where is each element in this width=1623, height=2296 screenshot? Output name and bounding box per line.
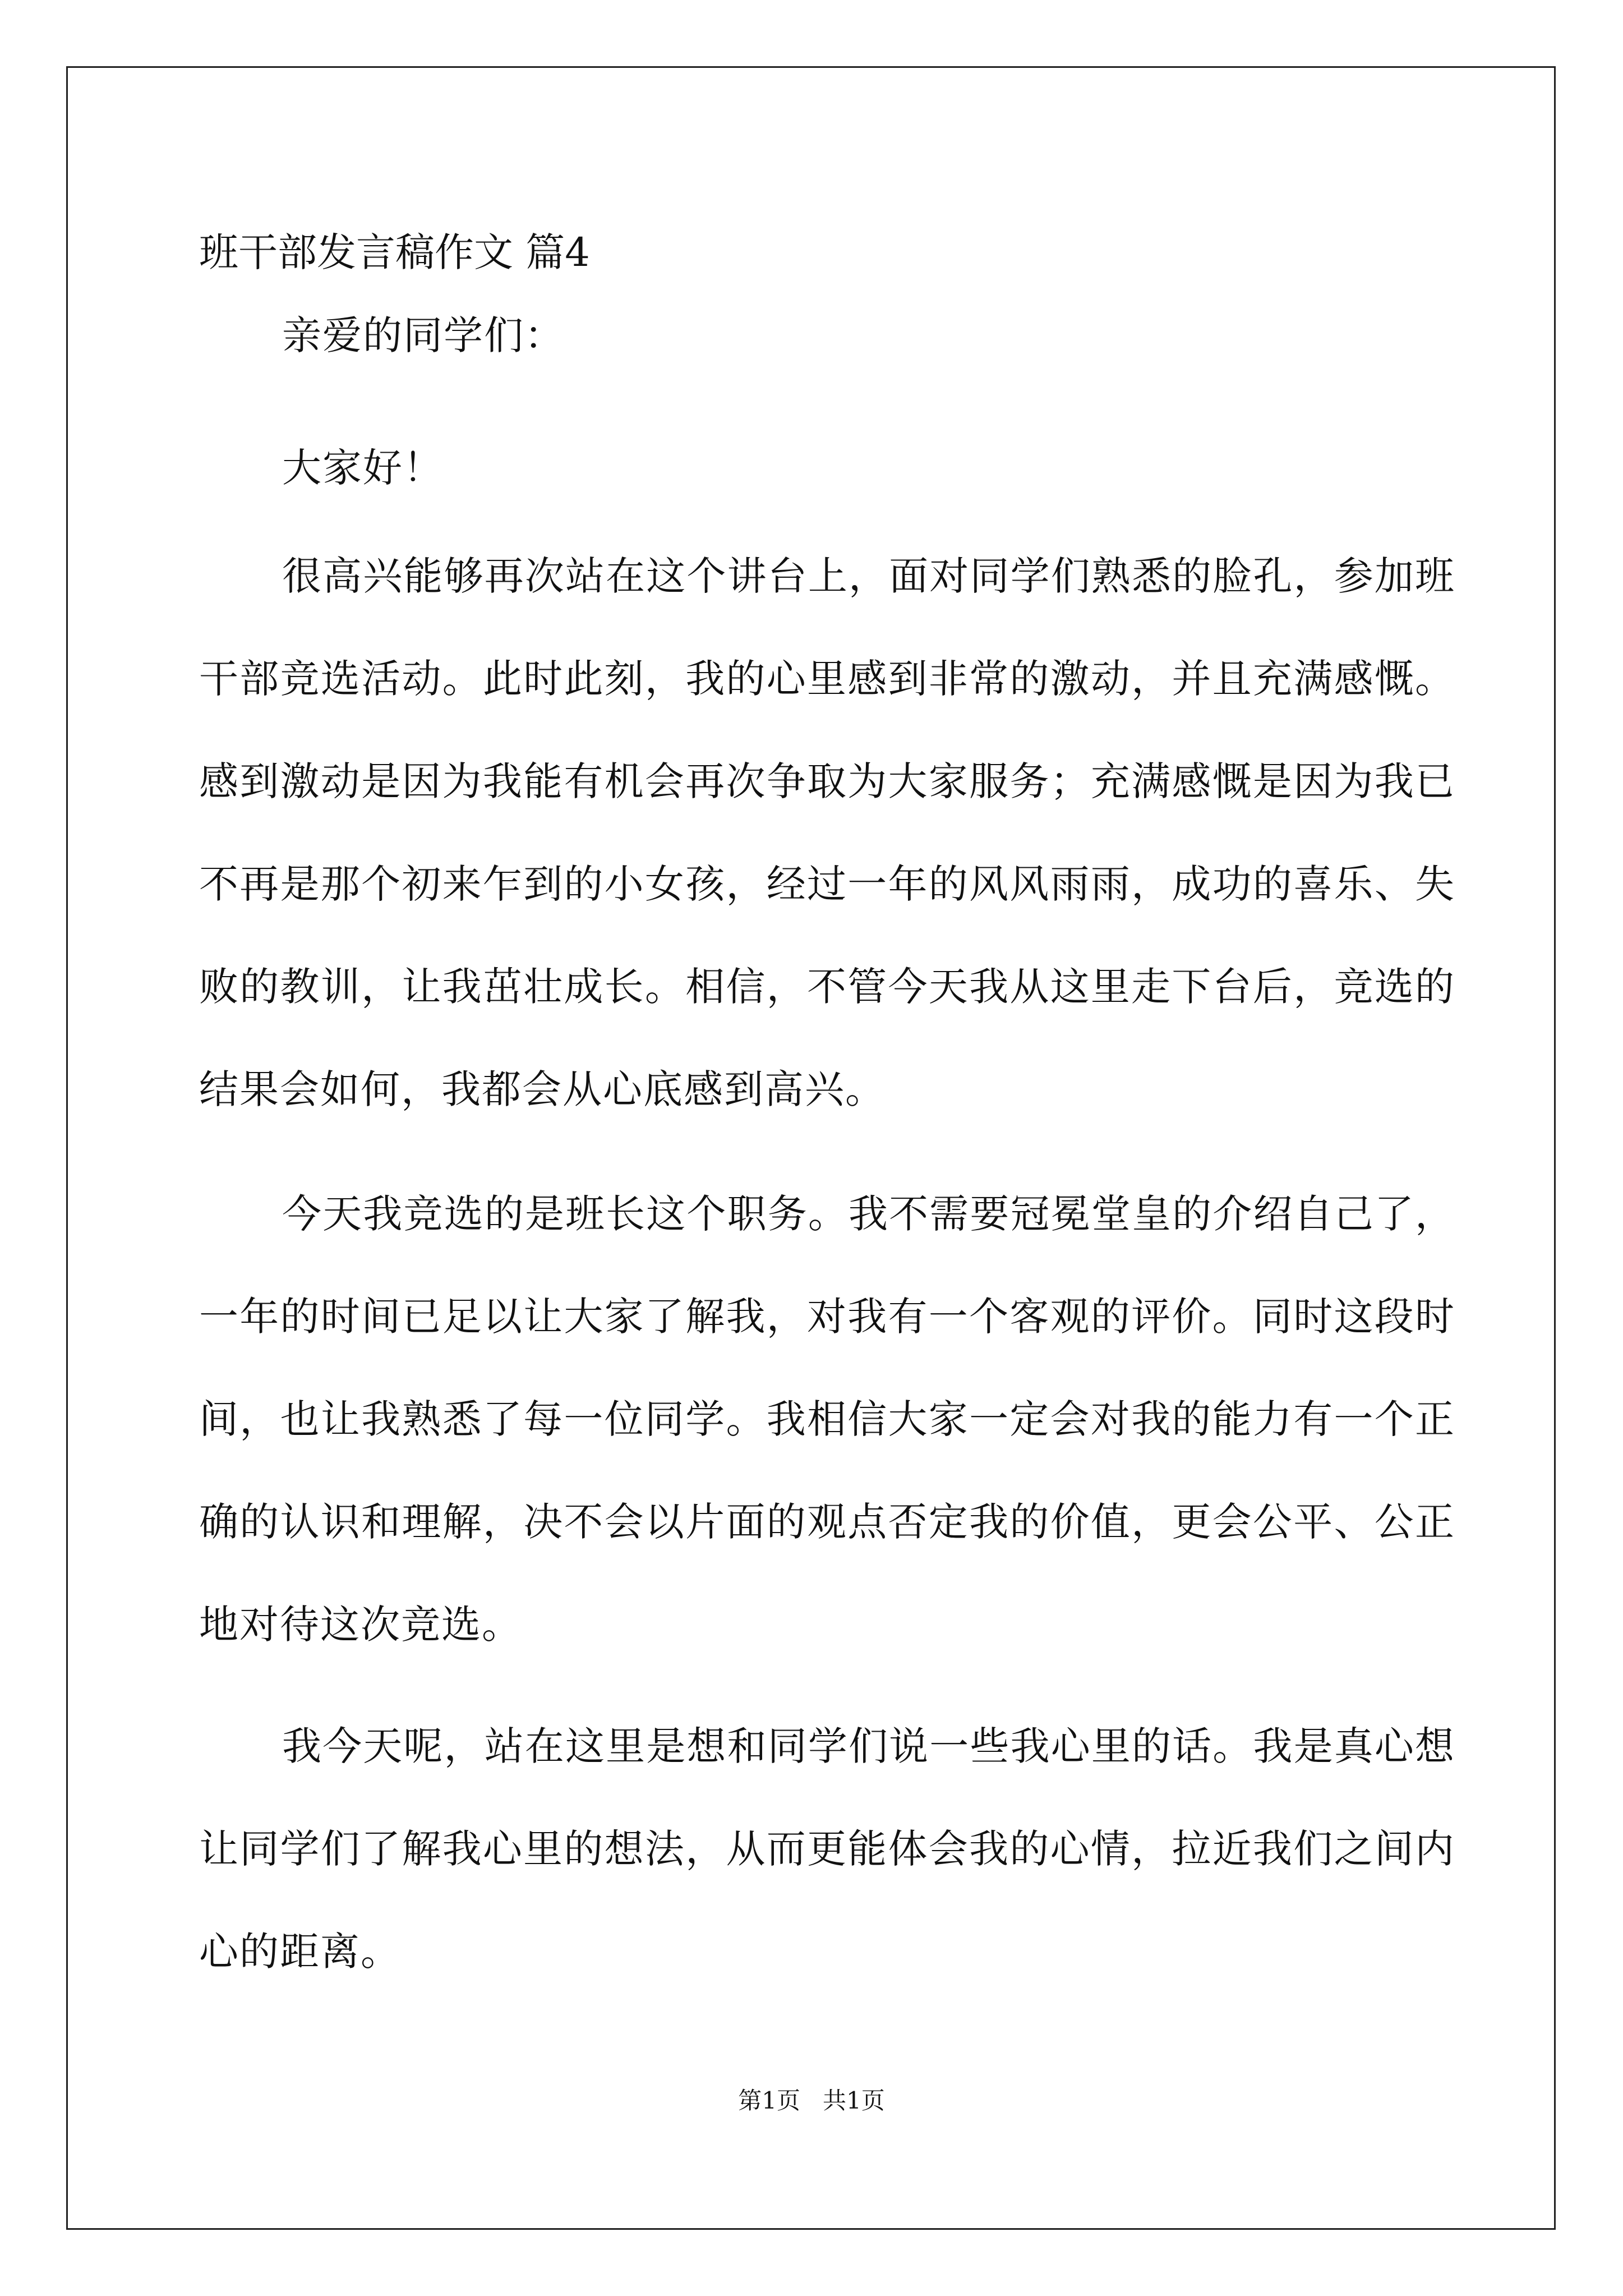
greeting-paragraph: 大家好！ — [282, 445, 444, 491]
document-title: 班干部发言稿作文 篇4 — [199, 229, 590, 275]
body-paragraph-1: 很高兴能够再次站在这个讲台上，面对同学们熟悉的脸孔，参加班干部竞选活动。此时此刻，我的心里感到非常的激动，并且充满感慨。感到激动是因为我能有机会再次争取为大家服务；充满感慨是因为我已不再是那个初来乍到的小女孩，经过一年的风风雨雨，成功的喜乐、失败的教训，让我茁壮成长。相信，不管今天我从这里走下台后，竞选的结果会如何，我都会从心底感到高兴。 — [199, 553, 1455, 1112]
salutation-paragraph: 亲爱的同学们： — [282, 312, 565, 358]
body-paragraph-2: 今天我竞选的是班长这个职务。我不需要冠冕堂皇的介绍自己了，一年的时间已足以让大家了解我，对我有一个客观的评价。同时这段时间，也让我熟悉了每一位同学。我相信大家一定会对我的能力有一个正确的认识和理解，决不会以片面的观点否定我的价值，更会公平、公正地对待这次竞选。 — [199, 1191, 1455, 1648]
page-number-footer: 第1页 共1页 — [738, 2087, 885, 2114]
body-paragraph-3: 我今天呢，站在这里是想和同学们说一些我心里的话。我是真心想让同学们了解我心里的想法，从而更能体会我的心情，拉近我们之间内心的距离。 — [199, 1723, 1455, 1975]
